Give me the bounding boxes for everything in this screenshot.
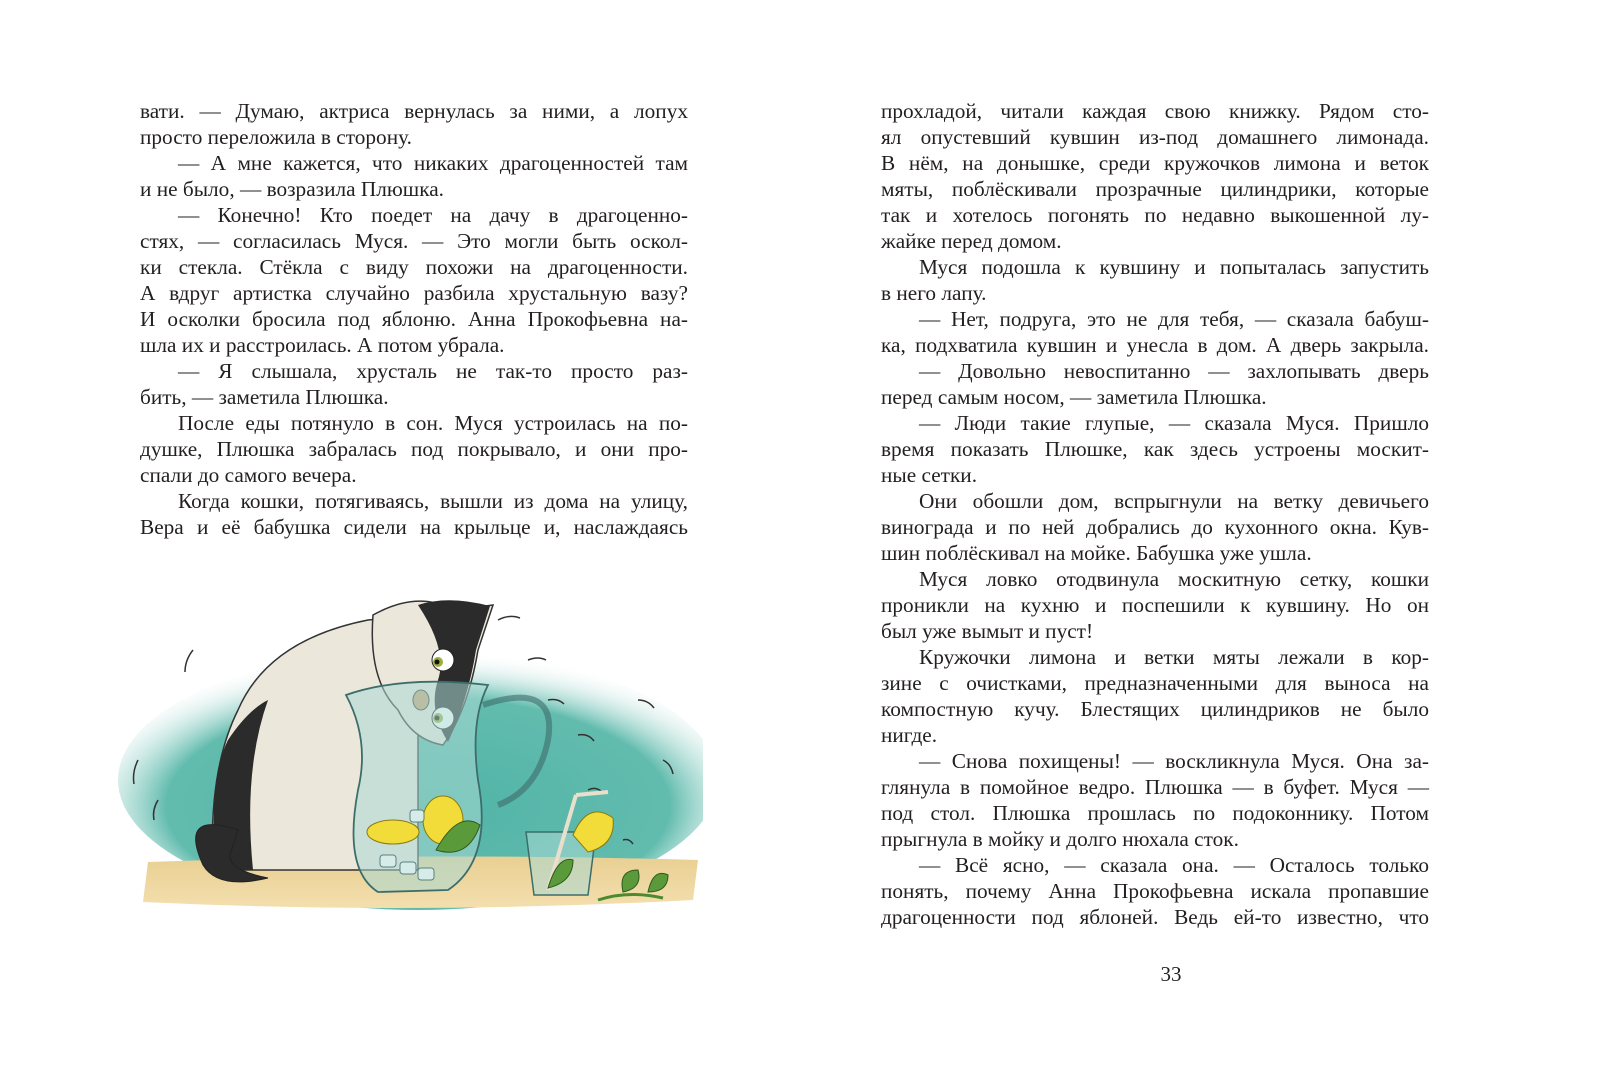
text-line: так и хотелось погонять по недавно выкошенной лу-: [881, 203, 1429, 227]
text-line: — Всё ясно, — сказала она. — Осталось только: [919, 853, 1429, 877]
text-line: мяты, поблёскивали прозрачные цилиндрики, которые: [881, 177, 1429, 201]
text-line: прохладой, читали каждая свою книжку. Рядом сто-: [881, 99, 1429, 123]
text-line: понять, почему Анна Прокофьевна искала пропавшие: [881, 879, 1429, 903]
text-line: под стол. Плюшка прошлась по подоконнику. Потом: [881, 801, 1429, 825]
text-line: — Я слышала, хрусталь не так-то просто раз-: [178, 359, 688, 383]
text-line: был уже вымыт и пуст!: [881, 619, 1094, 643]
text-line: душке, Плюшка забралась под покрывало, и они про-: [140, 437, 688, 461]
text-line: бить, — заметила Плюшка.: [140, 385, 389, 409]
left-text-column: [140, 98, 688, 540]
text-line: — Люди такие глупые, — сказала Муся. Пришло: [919, 411, 1429, 435]
text-line: нигде.: [881, 723, 938, 747]
text-line: Когда кошки, потягиваясь, вышли из дома на улицу,: [178, 489, 688, 513]
text-line: жайке перед домом.: [881, 229, 1062, 253]
right-page: [798, 0, 1597, 1080]
text-line: шин поблёскивал на мойке. Бабушка уже ушла.: [881, 541, 1312, 565]
text-line: проникли на кухню и поспешили к кувшину. Но он: [881, 593, 1429, 617]
text-line: — А мне кажется, что никаких драгоценностей там: [178, 151, 688, 175]
text-line: — Довольно невоспитанно — захлопывать дверь: [919, 359, 1429, 383]
text-line: просто переложила в сторону.: [140, 125, 412, 149]
right-text-column: [881, 98, 1429, 930]
text-line: перед самым носом, — заметила Плюшка.: [881, 385, 1267, 409]
pitcher: [346, 682, 488, 892]
text-line: ные сетки.: [881, 463, 978, 487]
text-line: Они обошли дом, вспрыгнули на ветку девичьего: [919, 489, 1429, 513]
text-line: ял опустевший кувшин из-под домашнего лимонада.: [881, 125, 1429, 149]
page-number: 33: [1160, 962, 1182, 986]
cat-pitcher-illustration: [118, 570, 703, 915]
text-line: После еды потянуло в сон. Муся устроилась на по-: [178, 411, 688, 435]
text-line: ки стекла. Стёкла с виду похожи на драгоценности.: [140, 255, 688, 279]
text-line: Вера и её бабушка сидели на крыльце и, наслаждаясь: [140, 515, 688, 539]
text-line: вати. — Думаю, актриса вернулась за ними, а лопух: [140, 99, 688, 123]
text-line: В нём, на донышке, среди кружочков лимона и веток: [881, 151, 1429, 175]
text-line: драгоценности под яблоней. Ведь ей-то известно, что: [881, 905, 1429, 929]
text-line: прыгнула в мойку и долго нюхала сток.: [881, 827, 1239, 851]
text-line: винограда и по ней добрались до кухонного окна. Кув-: [881, 515, 1429, 539]
left-page: [0, 0, 798, 1080]
text-line: компостную кучу. Блестящих цилиндриков не было: [881, 697, 1429, 721]
text-line: в него лапу.: [881, 281, 987, 305]
lemon-slice: [367, 820, 419, 844]
text-line: Муся подошла к кувшину и попыталась запустить: [919, 255, 1429, 279]
text-line: спали до самого вечера.: [140, 463, 357, 487]
text-line: время показать Плюшке, как здесь устроены москит-: [881, 437, 1429, 461]
text-line: Кружочки лимона и ветки мяты лежали в кор-: [919, 645, 1429, 669]
text-line: Муся ловко отодвинула москитную сетку, кошки: [919, 567, 1429, 591]
text-line: И осколки бросила под яблоню. Анна Прокофьевна на-: [140, 307, 688, 331]
text-line: стях, — согласилась Муся. — Это могли быть оскол-: [140, 229, 688, 253]
text-line: — Нет, подруга, это не для тебя, — сказала бабуш-: [919, 307, 1429, 331]
text-line: — Снова похищены! — воскликнула Муся. Она за-: [919, 749, 1429, 773]
text-line: и не было, — возразила Плюшка.: [140, 177, 444, 201]
text-line: ка, подхватила кувшин и унесла в дом. А дверь закрыла.: [881, 333, 1429, 357]
text-line: зине с очистками, предназначенными для выноса на: [881, 671, 1429, 695]
text-line: — Конечно! Кто поедет на дачу в драгоценно-: [178, 203, 688, 227]
text-line: А вдруг артистка случайно разбила хрустальную вазу?: [140, 281, 688, 305]
text-line: шла их и расстроилась. А потом убрала.: [140, 333, 505, 357]
text-line: глянула в помойное ведро. Плюшка — в буфет. Муся —: [881, 775, 1429, 799]
